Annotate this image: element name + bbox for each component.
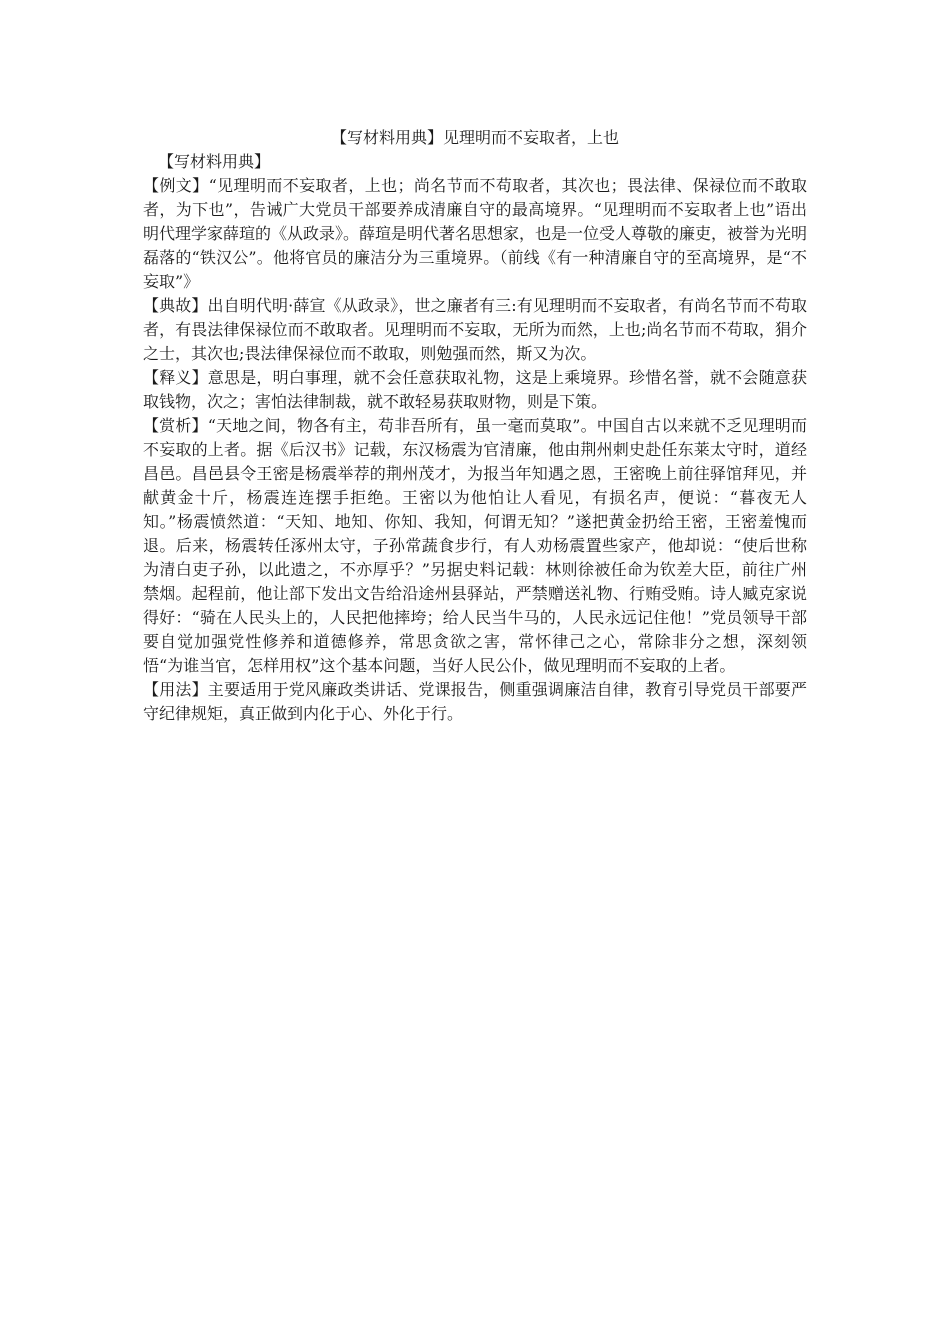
document-page	[143, 126, 807, 726]
paragraph-meaning: 【释义】意思是，明白事理，就不会任意获取礼物，这是上乘境界。珍惜名誉，就不会随意获取钱物，次之；害怕法律制裁，就不敢轻易获取财物，则是下策。	[143, 368, 807, 411]
document-title: 【写材料用典】见理明而不妄取者，上也	[330, 128, 619, 147]
paragraph-appreciation: 【赏析】“天地之间，物各有主，苟非吾所有，虽一毫而莫取”。中国自古以来就不乏见理明而不妄取的上者。据《后汉书》记载，东汉杨震为官清廉，他由荆州刺史赴任东莱太守时，道经昌邑。昌邑县令王密是杨震举荐的荆州茂才，为报当年知遇之恩，王密晚上前往驿馆拜见，并献黄金十斤，杨震连连摆手拒绝。王密以为他怕让人看见，有损名声，便说：“暮夜无人知。”杨震愤然道：“天知、地知、你知、我知，何谓无知？”遂把黄金扔给王密，王密羞愧而退。后来，杨震转任涿州太守，子孙常蔬食步行，有人劝杨震置些家产，他却说：“使后世称为清白吏子孙，以此遗之，不亦厚乎？”另据史料记载：林则徐被任命为钦差大臣，前往广州禁烟。起程前，他让部下发出文告给沿途州县驿站，严禁赠送礼物、行贿受贿。诗人臧克家说得好：“骑在人民头上的，人民把他摔垮；给人民当牛马的，人民永远记住他！”党员领导干部要自觉加强党性修养和道德修养，常思贪欲之害，常怀律己之心，常除非分之想，深刻领悟“为谁当官，怎样用权”这个基本问题，当好人民公仆，做见理明而不妄取的上者。	[143, 416, 807, 675]
paragraph-usage: 【用法】主要适用于党风廉政类讲话、党课报告，侧重强调廉洁自律，教育引导党员干部要严守纪律规矩，真正做到内化于心、外化于行。	[143, 680, 807, 723]
section-heading: 【写材料用典】	[158, 152, 271, 171]
paragraph-allusion: 【典故】出自明代明·薛宣《从政录》，世之廉者有三:有见理明而不妄取者，有尚名节而不苟取者，有畏法律保禄位而不敢取者。见理明而不妄取，无所为而然，上也;尚名节而不苟取，狷介之士，其次也;畏法律保禄位而不敢取，则勉强而然，斯又为次。	[143, 296, 807, 363]
paragraph-example: 【例文】“见理明而不妄取者，上也；尚名节而不苟取者，其次也；畏法律、保禄位而不敢取者，为下也”，告诫广大党员干部要养成清廉自守的最高境界。“见理明而不妄取者上也”语出明代理学家薛瑄的《从政录》。薛瑄是明代著名思想家，也是一位受人尊敬的廉吏，被誉为光明磊落的“铁汉公”。他将官员的廉洁分为三重境界。（前线《有一种清廉自守的至高境界，是“不妄取”》	[143, 176, 808, 291]
